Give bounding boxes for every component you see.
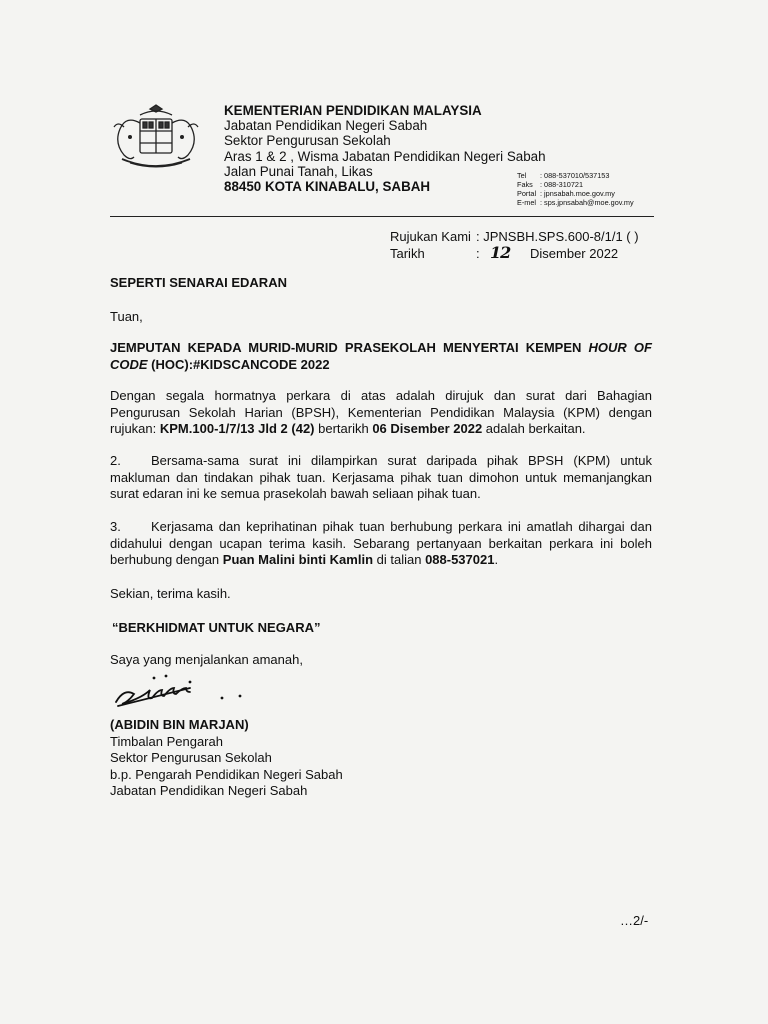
- para1-text-3: adalah berkaitan.: [482, 421, 586, 437]
- trust-line: Saya yang menjalankan amanah,: [110, 652, 303, 667]
- reference-label: Rujukan Kami: [390, 229, 471, 244]
- ministry-name: KEMENTERIAN PENDIDIKAN MALAYSIA: [224, 103, 482, 118]
- coat-of-arms-icon: [110, 103, 202, 179]
- para3-text-3: .: [494, 552, 499, 568]
- address-line-2: Jalan Punai Tanah, Likas: [224, 163, 373, 179]
- para1-date: 06 Disember 2022: [372, 421, 483, 437]
- signatory-title-2: Sektor Pengurusan Sekolah: [110, 750, 272, 766]
- para1-text-1: Dengan segala hormatnya perkara di atas adalah dirujuk dan surat dari Bahagian Pengurusan Sekolah Harian (BPSH), Kementerian Pendidikan Malaysia (KPM) dengan rujukan:: [110, 388, 652, 437]
- para2-text: Bersama-sama surat ini dilampirkan surat daripada pihak BPSH (KPM) untuk makluman dan tindakan pihak tuan. Kerjasama pihak tuan dimohon untuk memanjangkan surat edaran ini ke semua prasekolah bawah seliaan pihak tuan.: [110, 453, 652, 502]
- date-day-handwritten: 12: [490, 243, 511, 262]
- fax-value: : 088-310721: [540, 179, 584, 189]
- reference-block: [390, 229, 639, 262]
- address-line-3: 88450 KOTA KINABALU, SABAH: [224, 179, 431, 195]
- paragraph-2: [110, 453, 652, 503]
- signatory-title-3: b.p. Pengarah Pendidikan Negeri Sabah: [110, 766, 343, 782]
- para3-text-2: di talian: [373, 552, 426, 568]
- para1-text-2: bertarikh: [314, 421, 373, 437]
- header-divider: [110, 216, 654, 217]
- date-month-year: Disember 2022: [530, 246, 619, 261]
- subject-italic: HOUR OF CODE: [110, 340, 652, 372]
- address-line-1: Aras 1 & 2 , Wisma Jabatan Pendidikan Negeri Sabah: [224, 148, 546, 164]
- para3-number: 3.: [110, 519, 121, 534]
- signatory-name: (ABIDIN BIN MARJAN): [110, 717, 249, 732]
- para1-reference: KPM.100-1/7/13 Jld 2 (42): [159, 421, 315, 437]
- signature-icon: [110, 668, 250, 718]
- tel-label: Tel: [517, 171, 527, 180]
- portal-label: Portal: [517, 188, 537, 198]
- recipient: SEPERTI SENARAI EDARAN: [110, 275, 287, 290]
- subject-part-1: JEMPUTAN KEPADA MURID-MURID PRASEKOLAH MENYERTAI KEMPEN: [110, 340, 589, 355]
- letterhead: [224, 103, 546, 194]
- signatory-title-4: Jabatan Pendidikan Negeri Sabah: [110, 783, 308, 799]
- paragraph-3: [110, 519, 652, 569]
- email-value: : sps.jpnsabah@moe.gov.my: [540, 197, 634, 207]
- subject: [110, 340, 652, 373]
- date-colon: :: [476, 246, 480, 261]
- page-marker: …2/-: [620, 913, 649, 928]
- sector-name: Sektor Pengurusan Sekolah: [224, 133, 391, 149]
- email-label: E-mel: [517, 197, 537, 207]
- tel-value: : 088-537010/537153: [540, 171, 610, 180]
- para3-phone: 088-537021: [425, 552, 495, 568]
- motto: “BERKHIDMAT UNTUK NEGARA”: [112, 620, 321, 635]
- subject-part-2: (HOC):#KIDSCANCODE 2022: [147, 356, 330, 372]
- department-name: Jabatan Pendidikan Negeri Sabah: [224, 118, 428, 134]
- reference-value: : JPNSBH.SPS.600-8/1/1 ( ): [476, 229, 639, 244]
- para3-contact-name: Puan Malini binti Kamlin: [222, 552, 374, 568]
- portal-value: : jpnsabah.moe.gov.my: [540, 188, 615, 198]
- paragraph-1: [110, 388, 652, 438]
- para3-text-1: Kerjasama dan keprihatinan pihak tuan berhubung perkara ini amatlah dihargai dan didahului dengan ucapan terima kasih. Sebarang pertanyaan berkaitan perkara ini boleh berhubung dengan: [110, 519, 652, 568]
- signatory-block: [110, 717, 652, 800]
- fax-label: Faks: [517, 179, 533, 189]
- para2-number: 2.: [110, 453, 121, 468]
- contact-block: [517, 172, 634, 208]
- closing: Sekian, terima kasih.: [110, 586, 231, 601]
- signatory-title-1: Timbalan Pengarah: [110, 733, 223, 749]
- salutation: Tuan,: [110, 309, 143, 324]
- date-label: Tarikh: [390, 246, 425, 261]
